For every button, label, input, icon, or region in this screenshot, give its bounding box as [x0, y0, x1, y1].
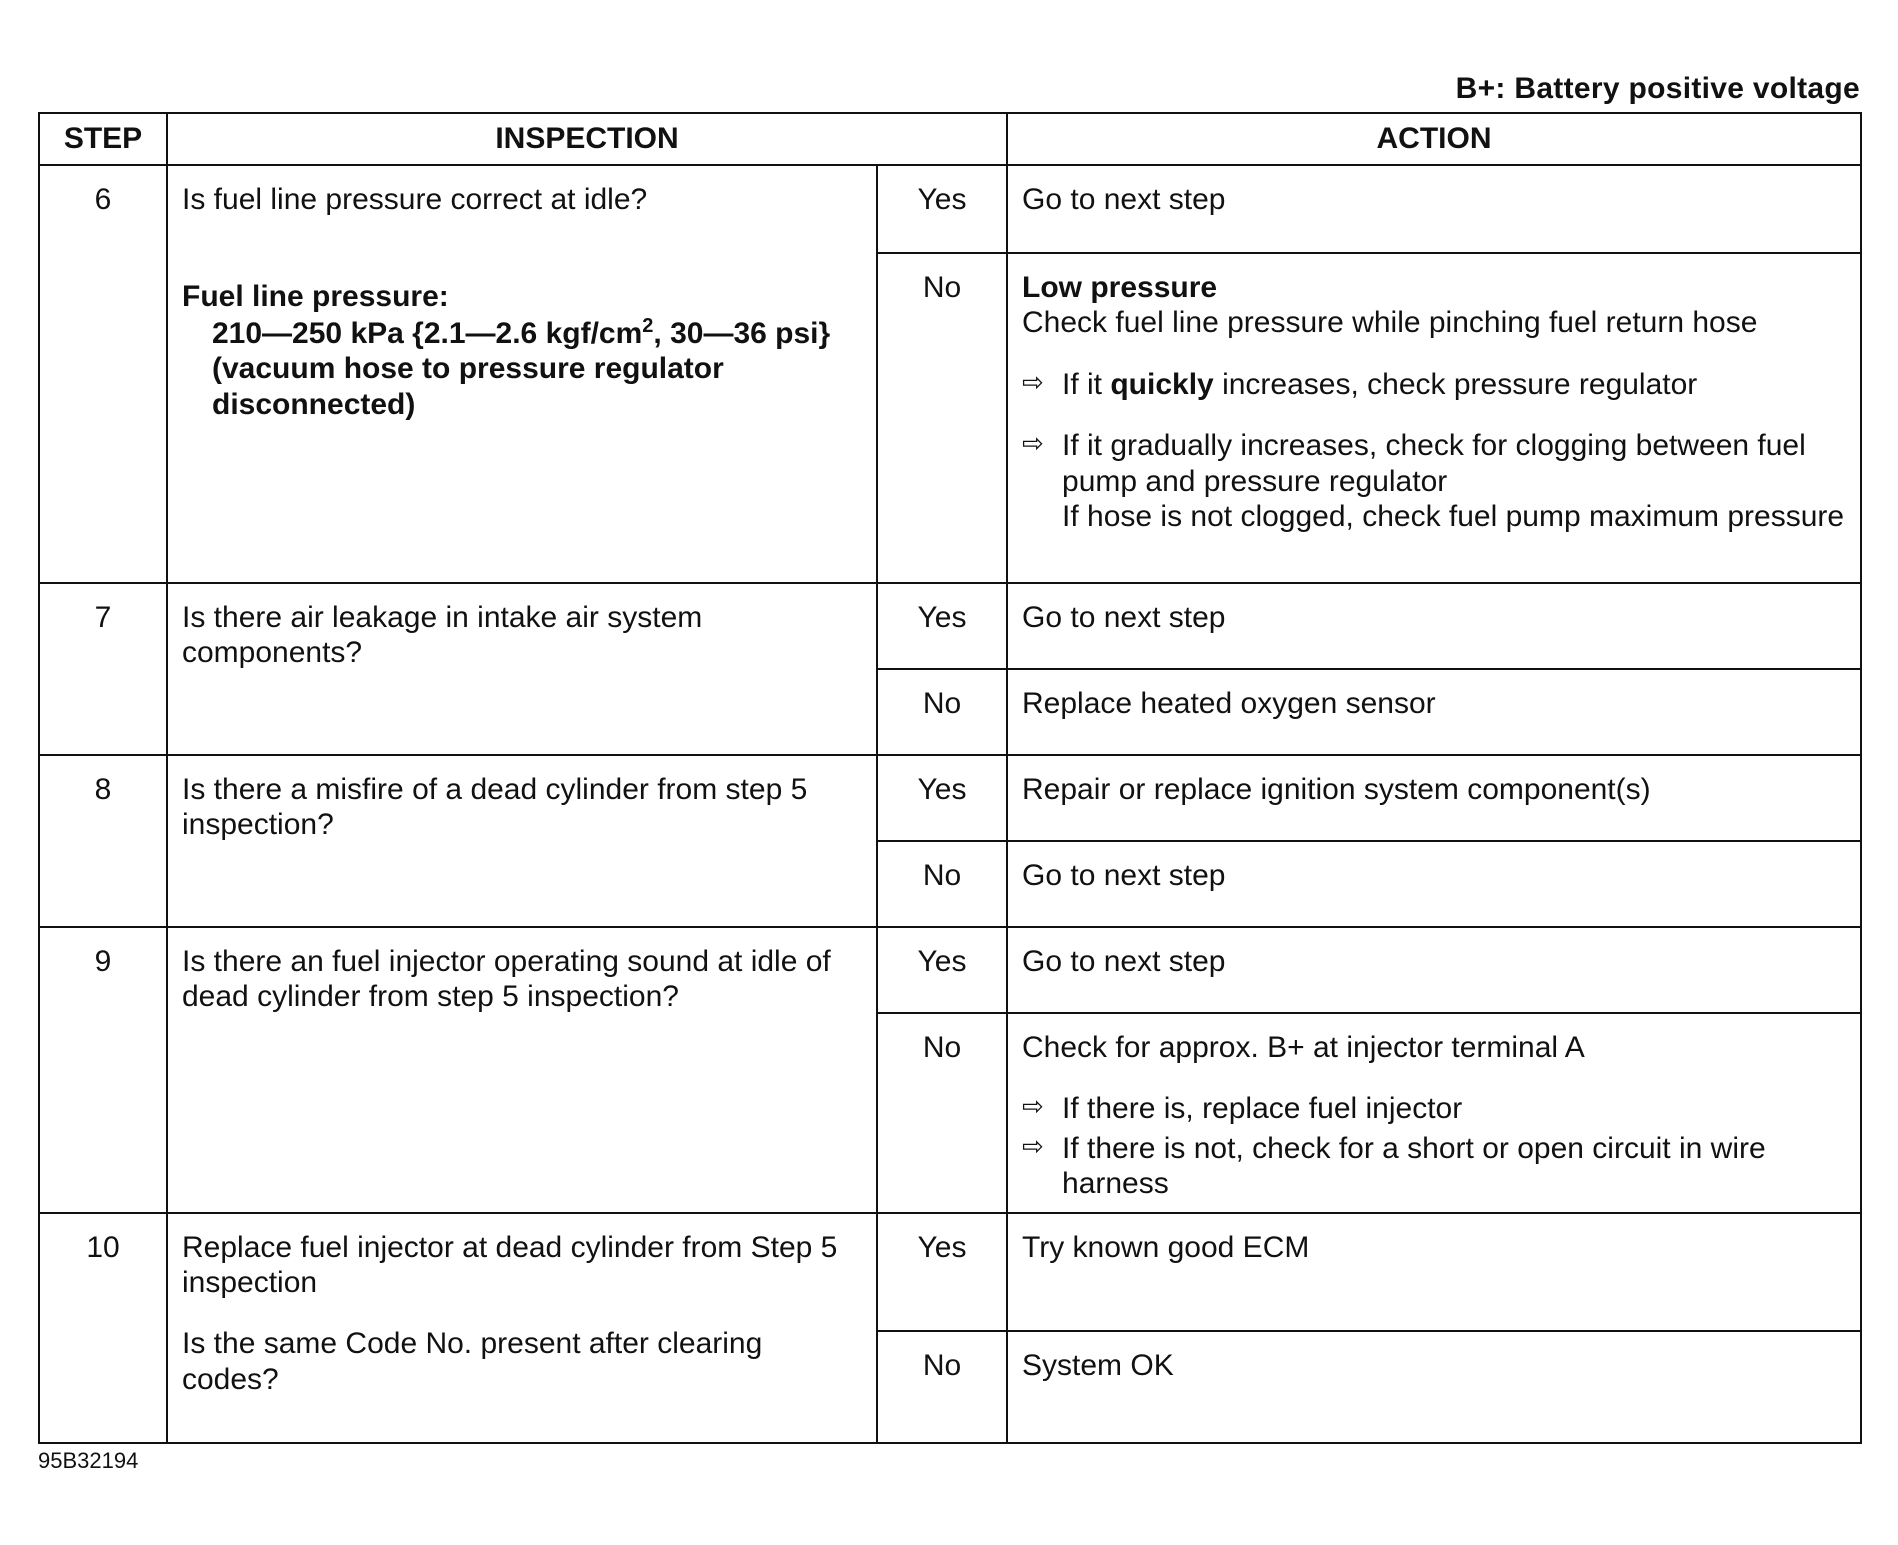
answer-no: No [877, 669, 1007, 755]
header-inspection: INSPECTION [167, 113, 1007, 165]
diagnostic-table [38, 112, 1862, 1444]
action-yes: Repair or replace ignition system component(s) [1007, 755, 1861, 841]
answer-yes: Yes [877, 755, 1007, 841]
spec-block [182, 279, 862, 422]
action-line: Check fuel line pressure while pinching fuel return hose [1022, 306, 1758, 340]
answer-no: No [877, 1013, 1007, 1213]
action-yes: Go to next step [1007, 927, 1861, 1013]
action-no: System OK [1007, 1331, 1861, 1443]
inspection-question: Is there an fuel injector operating sound at idle of dead cylinder from step 5 inspection? [167, 927, 877, 1213]
action-line: Check for approx. B+ at injector terminal A [1022, 1031, 1585, 1064]
answer-yes: Yes [877, 583, 1007, 669]
inspection-cell [167, 1213, 877, 1443]
arrow-right-icon: ⇨ [1022, 366, 1044, 397]
table-row [39, 165, 1861, 253]
legend-note: B+: Battery positive voltage [1455, 72, 1860, 105]
step-number: 10 [39, 1213, 167, 1443]
action-yes: Go to next step [1007, 165, 1861, 253]
action-no [1007, 253, 1861, 583]
arrow-right-icon: ⇨ [1022, 1130, 1044, 1161]
action-bullet: ⇨ If it gradually increases, check for clogging between fuel pump and pressure regulator If hose is not clogged, check fuel pump maximum pressure [1022, 428, 1845, 533]
table-row [39, 927, 1861, 1013]
table-row [39, 1213, 1861, 1331]
answer-yes: Yes [877, 1213, 1007, 1331]
action-title: Low pressure [1022, 271, 1218, 304]
spec-title: Fuel line pressure: [182, 280, 449, 314]
header-step: STEP [39, 113, 167, 165]
answer-no: No [877, 1331, 1007, 1443]
step-number: 9 [39, 927, 167, 1213]
inspection-question: Is the same Code No. present after clearing codes? [182, 1327, 763, 1396]
arrow-right-icon: ⇨ [1022, 1091, 1044, 1122]
action-no [1007, 1013, 1861, 1213]
action-bullet: ⇨ If it quickly increases, check pressure regulator [1022, 366, 1698, 401]
answer-no: No [877, 253, 1007, 583]
table-header-row [39, 113, 1861, 165]
inspection-question: Is there air leakage in intake air system components? [167, 583, 877, 755]
action-bullet: ⇨ If there is, replace fuel injector [1022, 1091, 1463, 1126]
action-bullet: ⇨ If there is not, check for a short or open circuit in wire harness [1022, 1130, 1766, 1201]
step-number: 7 [39, 583, 167, 755]
step-number: 8 [39, 755, 167, 927]
figure-code: 95B32194 [38, 1448, 139, 1473]
step-number: 6 [39, 165, 167, 583]
action-yes: Try known good ECM [1007, 1213, 1861, 1331]
inspection-question: Is fuel line pressure correct at idle? [182, 183, 648, 216]
inspection-question: Replace fuel injector at dead cylinder from Step 5 inspection [182, 1230, 838, 1299]
arrow-right-icon: ⇨ [1022, 428, 1044, 459]
inspection-question: Is there a misfire of a dead cylinder from step 5 inspection? [167, 755, 877, 927]
spec-note: disconnected) [212, 387, 416, 421]
action-no: Replace heated oxygen sensor [1007, 669, 1861, 755]
action-yes: Go to next step [1007, 583, 1861, 669]
spec-note: (vacuum hose to pressure regulator [212, 352, 724, 386]
spec-value: 210—250 kPa {2.1—2.6 kgf/$cm^2$, 30—36 psi} [212, 314, 831, 350]
answer-yes: Yes [877, 927, 1007, 1013]
table-row [39, 583, 1861, 669]
table-row [39, 755, 1861, 841]
answer-no: No [877, 841, 1007, 927]
action-no: Go to next step [1007, 841, 1861, 927]
header-action: ACTION [1007, 113, 1861, 165]
inspection-cell [167, 165, 877, 583]
answer-yes: Yes [877, 165, 1007, 253]
